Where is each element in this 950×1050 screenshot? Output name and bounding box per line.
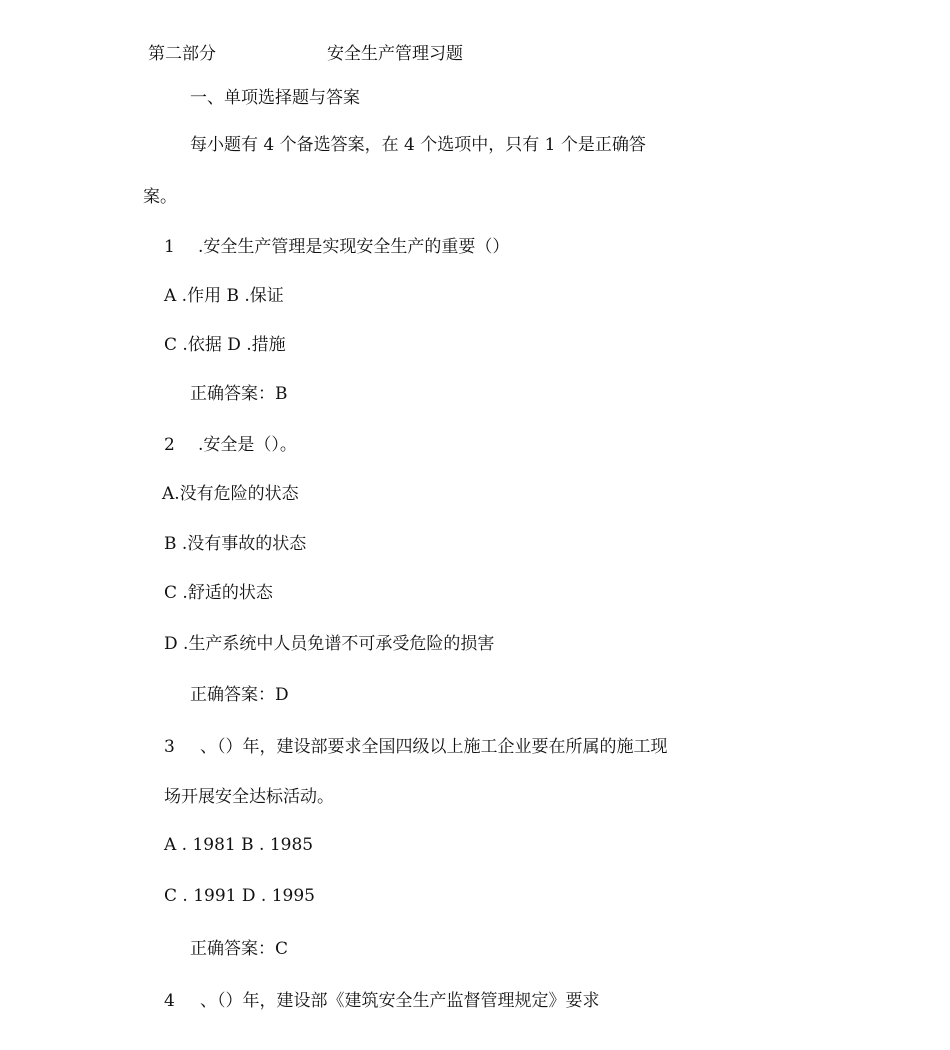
question-1-answer: 正确答案：B	[190, 384, 288, 404]
question-2-option-d: D .生产系统中人员免谱不可承受危险的损害	[164, 634, 495, 654]
question-3-text-continued: 场开展安全达标活动。	[164, 787, 334, 807]
part-label: 第二部分	[148, 44, 216, 64]
question-4-text: 、（）年，建设部《建筑安全生产监督管理规定》要求	[200, 991, 600, 1011]
question-2-number: 2	[164, 435, 175, 455]
section-intro-line2: 案。	[143, 187, 177, 207]
question-1-text: .安全生产管理是实现安全生产的重要（）	[198, 237, 510, 257]
question-2-option-a: A.没有危险的状态	[162, 484, 299, 504]
question-3-text: 、（）年，建设部要求全国四级以上施工企业要在所属的施工现	[200, 737, 668, 757]
question-4-number: 4	[164, 991, 175, 1011]
question-3-number: 3	[164, 737, 175, 757]
question-1-number: 1	[164, 237, 175, 257]
question-2-text: .安全是（）。	[198, 435, 297, 455]
question-2-option-c: C .舒适的状态	[164, 583, 273, 603]
question-1-option-cd: C .依据 D .措施	[164, 335, 286, 355]
section-heading: 一、单项选择题与答案	[190, 88, 360, 108]
question-3-option-cd: C . 1991 D . 1995	[164, 886, 315, 906]
question-1-option-ab: A .作用 B .保证	[164, 286, 284, 306]
question-3-option-ab: A . 1981 B . 1985	[164, 835, 314, 855]
question-2-option-b: B .没有事故的状态	[164, 534, 307, 554]
page-title: 安全生产管理习题	[327, 44, 463, 64]
question-2-answer: 正确答案：D	[190, 685, 289, 705]
question-3-answer: 正确答案：C	[190, 939, 289, 959]
section-intro-line1: 每小题有 4 个备选答案，在 4 个选项中，只有 1 个是正确答	[190, 135, 646, 155]
